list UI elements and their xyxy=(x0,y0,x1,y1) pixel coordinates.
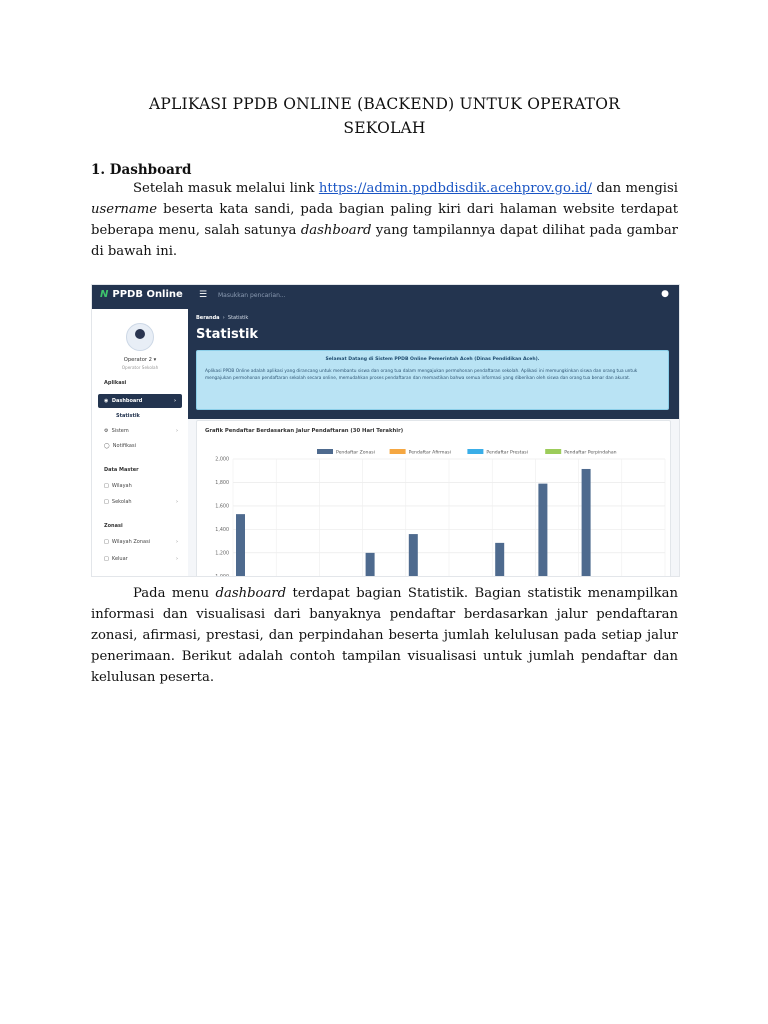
avatar xyxy=(126,323,154,351)
eye-icon: ◉ xyxy=(104,398,109,404)
legend-label: Pendaftar Prestasi xyxy=(486,450,528,456)
alert-text: Aplikasi PPDB Online adalah aplikasi yang dirancang untuk membantu siswa dan orang tua dalam mengajukan permohonan pendaftaran sekolah. Aplikasi ini memungkinkan siswa dan orang tua untuk mengajukan permohonan pendaftaran sekolah secara online, memudahkan proses pendaftaran dan memastikan bahwa semua informasi yang diberikan oleh siswa dan orang tua benar dan akurat. xyxy=(205,369,638,381)
emphasis: dashboard xyxy=(215,586,287,601)
sidebar-item-sekolah[interactable] xyxy=(104,499,182,505)
sidebar-item-label: Sekolah xyxy=(111,499,132,505)
sidebar-item-keluar[interactable] xyxy=(104,556,182,562)
welcome-alert xyxy=(196,350,669,410)
chevron-right-icon: › xyxy=(176,428,178,434)
chevron-right-icon: › xyxy=(176,556,178,562)
text-run: dan mengisi xyxy=(592,181,678,196)
emphasis: dashboard xyxy=(300,223,372,238)
text-run: terdapat bagian Statistik. Bagian statistik menampilkan informasi dan visualisasi dari banyaknya pendaftar berdasarkan jalur pendaftaran zonasi, afirmasi, prestasi, dan perpindahan beserta jumlah kelulusan pada setiap jalur penerimaan. Berikut adalah contoh tampilan visualisasi untuk jumlah pendaftar dan kelulusan peserta. xyxy=(91,586,678,685)
app-brand[interactable] xyxy=(100,289,183,300)
sidebar-item-dashboard[interactable] xyxy=(98,394,182,408)
sidebar-item-label: Sistem xyxy=(111,428,129,434)
sidebar-item-statistik[interactable]: Statistik xyxy=(116,413,140,419)
chevron-right-icon: › xyxy=(176,499,178,505)
operator-role: Operator Sekolah xyxy=(121,365,159,370)
chart-title: Grafik Pendaftar Berdasarkan Jalur Pendaftaran (30 Hari Terakhir) xyxy=(205,428,404,434)
breadcrumb-home[interactable]: Beranda xyxy=(196,315,220,321)
chevron-right-icon: › xyxy=(173,398,176,404)
sidebar-item-wilayah[interactable] xyxy=(104,483,182,489)
user-icon[interactable]: ● xyxy=(661,289,669,299)
brand-name: PPDB Online xyxy=(112,289,183,300)
search-input[interactable]: Masukkan pencarian... xyxy=(218,292,286,299)
text-run: yang tampilannya dapat dilihat pada gambar di bawah ini. xyxy=(91,223,678,259)
ppdb-logo-icon: N xyxy=(100,289,109,300)
y-tick-label: 1,400 xyxy=(215,527,229,533)
operator-name-text: Operator 2 xyxy=(123,357,152,363)
bar-pendaftar-zonasi xyxy=(582,469,591,577)
registrants-bar-chart xyxy=(197,421,670,580)
y-tick-label: 1,200 xyxy=(215,551,229,557)
sidebar-item-label: Keluar xyxy=(111,556,128,562)
document-title: APLIKASI PPDB ONLINE (BACKEND) UNTUK OPERATOR SEKOLAH xyxy=(148,95,620,137)
gear-icon: ⚙ xyxy=(104,428,109,434)
legend-swatch xyxy=(390,449,406,454)
map-icon: □ xyxy=(104,539,109,545)
y-tick-label: 1,800 xyxy=(215,481,229,487)
bar-pendaftar-zonasi xyxy=(236,514,245,577)
bar-pendaftar-zonasi xyxy=(409,534,418,577)
sidebar-item-notifikasi[interactable] xyxy=(104,443,182,449)
text-run: Pada menu xyxy=(133,586,216,601)
text-run: beserta kata sandi, pada bagian paling kiri dari halaman website terdapat beberapa menu, salah satunya xyxy=(91,202,678,238)
legend-swatch xyxy=(467,449,483,454)
breadcrumb-current: Statistik xyxy=(227,315,249,321)
school-icon: □ xyxy=(104,499,109,505)
breadcrumb: Beranda › Statistik xyxy=(196,315,249,321)
text-run: Setelah masuk melalui link xyxy=(133,181,319,196)
chart-card xyxy=(196,420,671,580)
sidebar-group-zonasi: Zonasi xyxy=(104,523,123,529)
app-sidebar xyxy=(92,309,188,576)
sidebar-item-label: Notifikasi xyxy=(112,443,136,449)
sidebar-group-data-master: Data Master xyxy=(104,467,139,473)
y-tick-label: 2,000 xyxy=(215,457,229,463)
emphasis: username xyxy=(91,202,158,217)
operator-name[interactable] xyxy=(92,357,188,363)
admin-link[interactable]: https://admin.ppdbdisdik.acehprov.go.id/ xyxy=(318,181,592,196)
paragraph-statistik xyxy=(91,583,678,688)
page-title: Statistik xyxy=(196,327,259,342)
bell-icon: ◯ xyxy=(104,443,110,449)
hamburger-menu-icon[interactable]: ☰ xyxy=(199,290,208,300)
paragraph-intro xyxy=(91,178,678,262)
legend-label: Pendaftar Afirmasi xyxy=(408,450,451,456)
chevron-down-icon: ▾ xyxy=(153,357,157,363)
logout-icon: □ xyxy=(104,556,109,562)
bar-pendaftar-zonasi xyxy=(625,576,634,577)
sidebar-item-label: Wilayah xyxy=(111,483,132,489)
sidebar-item-label: Dashboard xyxy=(111,398,143,404)
alert-title: Selamat Datang di Sistem PPDB Online Pemerintah Aceh (Dinas Pendidikan Aceh). xyxy=(325,357,540,362)
legend-swatch xyxy=(545,449,561,454)
sidebar-item-label: Wilayah Zonasi xyxy=(111,539,151,545)
legend-swatch xyxy=(317,449,333,454)
legend-label: Pendaftar Zonasi xyxy=(336,450,375,456)
app-topbar xyxy=(92,285,679,309)
document-page xyxy=(91,92,678,688)
bar-pendaftar-zonasi xyxy=(538,484,547,577)
dashboard-screenshot xyxy=(91,284,680,580)
section-heading: 1. Dashboard xyxy=(91,162,192,178)
sidebar-item-wilayah-zonasi[interactable] xyxy=(104,539,182,545)
bar-pendaftar-zonasi xyxy=(495,543,504,577)
sidebar-item-sistem[interactable] xyxy=(104,428,182,434)
chevron-right-icon: › xyxy=(176,539,178,545)
map-icon: □ xyxy=(104,483,109,489)
bar-pendaftar-zonasi xyxy=(366,553,375,577)
y-tick-label: 1,600 xyxy=(215,504,229,510)
sidebar-group-aplikasi: Aplikasi xyxy=(104,380,127,386)
y-tick-label: 1,000 xyxy=(215,574,229,580)
legend-label: Pendaftar Perpindahan xyxy=(564,450,617,456)
